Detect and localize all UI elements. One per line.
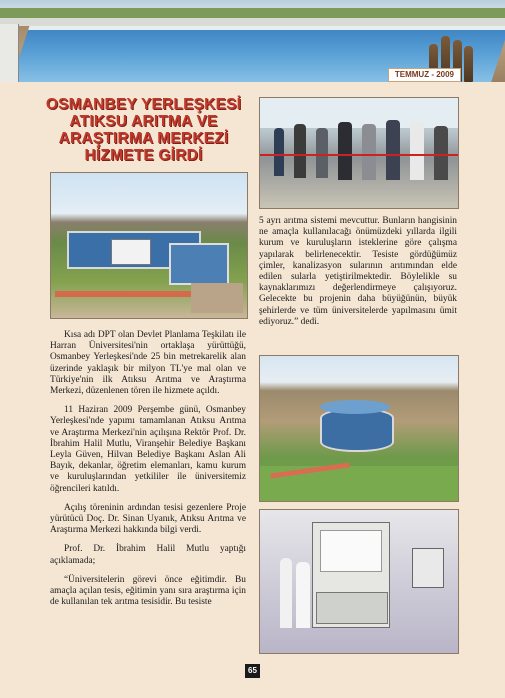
title-line: HİZMETE GİRDİ: [84, 147, 203, 164]
article-left-column: [50, 330, 246, 616]
title-line: ARAŞTIRMA MERKEZİ: [58, 130, 229, 147]
page-number: 65: [245, 664, 260, 678]
banner-signboard: [0, 24, 19, 82]
article-title: [36, 96, 251, 164]
issue-date-badge: TEMMUZ - 2009: [388, 68, 461, 82]
treatment-tank-photo: [50, 172, 248, 319]
banner-grass: [0, 8, 505, 18]
banner-wall: [0, 18, 505, 26]
title-line: ATIKSU ARITMA VE: [69, 113, 218, 130]
title-line: OSMANBEY YERLEŞKESİ: [45, 96, 242, 113]
circular-tank-photo: [259, 355, 459, 502]
article-paragraph: 11 Haziran 2009 Perşembe günü, Osmanbey Yerleşkesi'nde yapımı tamamlanan Atıksu Arıtma ve Araştırma Merkezi'nin açılışına Rektör Prof. Dr. İbrahim Halil Mutlu, Viranşehir Belediye Başkanı Leyla Güven, Hilvan Belediye Başkanı Aslan Ali Bayık, dekanlar, öğretim elemanları, kamu kurum ve kuruluşlarından yetkililer ile üniversitemiz öğrencileri katıldı.: [50, 405, 246, 494]
article-paragraph: Kısa adı DPT olan Devlet Planlama Teşkilatı ile Harran Üniversitesi'nin ortaklaşa yürüttüğü, Osmanbey Yerleşkesi'nde 25 bin metrekarelik alan üzerinde yaklaşık bir milyon TL'ye mal olan ve Türkiye'nin ilk Atıksu Arıtma ve Araştırma Merkezi, düzenlenen tören ile hizmete açıldı.: [50, 330, 246, 397]
article-paragraph: 5 ayrı arıtma sistemi mevcuttur. Bunların hangisinin ne amaçla kullanılacağı önümüzdeki yıllarda ilgili kurum ve kuruluşların isteklerine göre çalışma yapılarak belirlenecektir. Tesiste gördüğümüz çimler, kanalizasyon sularının arıtımından elde edilen sularla yetiştirilmektedir. Böylelikle su kaynaklarımızı değerlendirmeye çalışıyoruz. Gelecekte bu projenin daha büyüğünün, büyük şehirlerde ve tüm üniversitelerde yapılmasını ümit ediyoruz.” dedi.: [259, 216, 457, 327]
article-paragraph: Prof. Dr. İbrahim Halil Mutlu yaptığı açıklamada;: [50, 544, 246, 566]
article-right-column: [259, 216, 457, 336]
article-paragraph: Açılış töreninin ardından tesisi gezenlere Proje yürütücü Doç. Dr. Sinan Uyanık, Atıksu Arıtma ve Araştırma Merkezi hakkında bilgi verdi.: [50, 502, 246, 536]
control-room-photo: [259, 509, 459, 654]
ribbon-ceremony-photo: [259, 97, 459, 209]
article-paragraph: “Üniversitelerin görevi önce eğitimdir. Bu amaçla açılan tesis, eğitimin yanı sıra araştırma için de kullanılan tek arıtma tesisidir. Bu tesiste: [50, 574, 246, 608]
